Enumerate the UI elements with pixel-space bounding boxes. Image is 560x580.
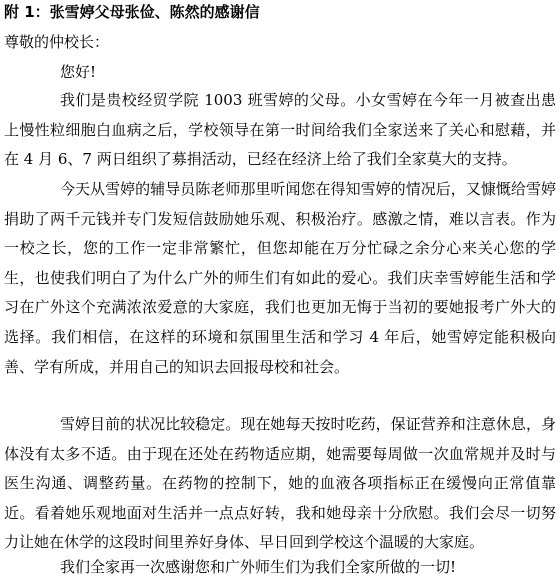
paragraph-2: 今天从雪婷的辅导员陈老师那里听闻您在得知雪婷的情况后，又慷慨给雪婷捐助了两千元钱并专门发短信鼓励她乐观、积极治疗。感激之情，难以言表。作为一校之长，您的工作一定非常繁忙，但您却能在万分忙碌之余分心来关心您的学生，也使我们明白了为什么广外的师生们有如此的爱心。我们庆幸雪婷能生活和学习在广外这个充满浓浓爱意的大家庭，我们也更加无悔于当初的要她报考广外大的选择。我们相信，在这样的环境和氛围里生活和学习 4 年后，她雪婷定能积极向善、学有所成，并用自己的知识去回报母校和社会。 (4, 180, 556, 376)
closing-line: 我们全家再一次感谢您和广外师生们为我们全家所做的一切! (60, 558, 457, 576)
letter-title: 附 1：张雪婷父母张俭、陈然的感谢信 (4, 3, 260, 21)
paragraph-3: 雪婷目前的状况比较稳定。现在她每天按时吃药，保证营养和注意休息，身体没有太多不适。由于现在还处在药物适应期，她需要每周做一次血常规并及时与医生沟通、调整药量。在药物的控制下，她的血液各项指标正在缓慢向正常值靠近。看着她乐观地面对生活并一点点好转，我和她母亲十分欣慰。我们会尽一切努力让她在休学的这段时间里养好身体、早日回到学校这个温暖的大家庭。 (4, 415, 556, 552)
greeting: 您好! (60, 63, 97, 81)
salutation: 尊敬的仲校长： (4, 33, 110, 51)
paragraph-1: 我们是贵校经贸学院 1003 班雪婷的父母。小女雪婷在今年一月被查出患上慢性粒细胞白血病之后，学校领导在第一时间给我们全家送来了关心和慰藉，并在 4 月 6、7 两日组织了募捐活动，已经在经济上给了我们全家莫大的支持。 (4, 91, 556, 169)
